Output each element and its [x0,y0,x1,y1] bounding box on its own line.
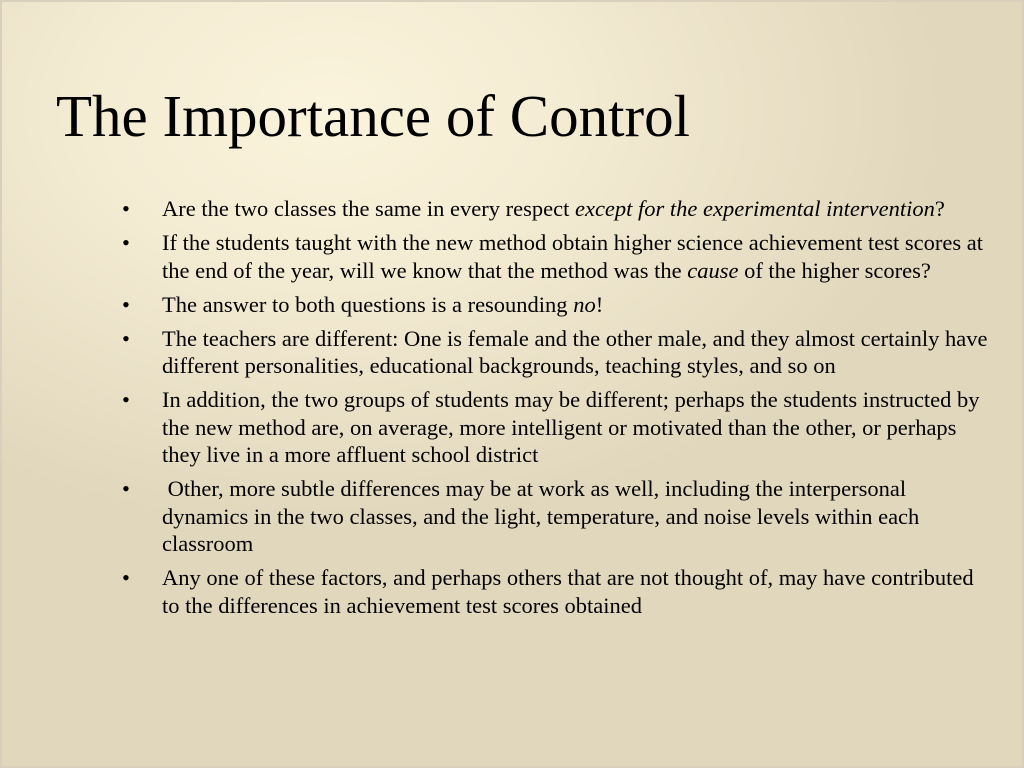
bullet-item [118,564,988,619]
bullet-text: of the higher scores? [738,257,931,283]
bullet-item [118,195,988,223]
bullet-text-emphasis: except for the experimental intervention [574,196,935,221]
bullet-text: Other, more subtle differences may be at work as well, including the interpersonal dynamics in the two classes, and the light, temperature, and noise levels within each classroom [162,476,925,556]
bullet-text: In addition, the two groups of students may be different; perhaps the students instructed by the new method are, on average, more intelligent or motivated than the other, or perhaps they live in a more affluent school district [162,387,980,467]
bullet-item [118,386,988,469]
bullet-text: Any one of these factors, and perhaps others that are not thought of, may have contributed to the differences in achievement test scores obtained [162,565,974,618]
slide-title: The Importance of Control [56,83,691,149]
bullet-list [118,195,988,626]
bullet-text: The answer to both questions is a resounding [162,291,574,317]
bullet-text-emphasis: cause [687,257,739,283]
bullet-text-emphasis: no [573,291,596,317]
bullet-text: Are the two classes the same in every respect [162,196,575,221]
bullet-text: ! [595,291,604,317]
bullet-item [118,229,988,284]
bullet-text: The teachers are different: One is female and the other male, and they almost certainly have different personalities, educational backgrounds, teaching styles, and so on [162,325,988,378]
bullet-text: ? [934,196,945,221]
bullet-text: If the students taught with the new method obtain higher science achievement test scores at the end of the year, will we know that the method was the [162,230,983,283]
bullet-item [118,325,988,380]
bullet-item [118,291,988,319]
bullet-item [118,475,988,558]
